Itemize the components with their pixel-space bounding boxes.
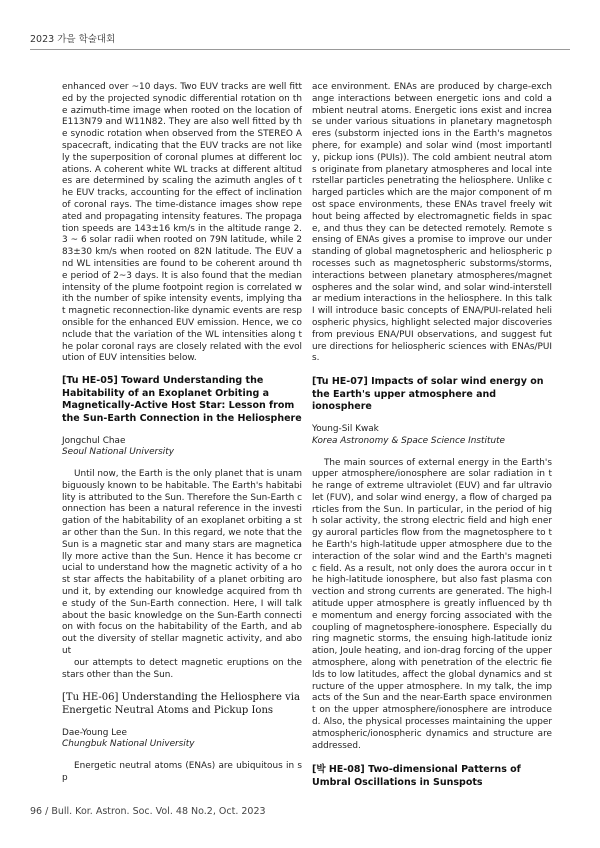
running-header: 2023 가을 학술대회 (30, 34, 116, 45)
abstract-body-cont: our attempts to detect magnetic eruptions on the stars other than the Sun. (62, 657, 302, 680)
header-divider (30, 49, 570, 50)
page-footer: 96 / Bull. Kor. Astron. Soc. Vol. 48 No.2, Oct. 2023 (30, 806, 266, 817)
continuation-text: enhanced over ~10 days. Two EUV tracks are well fitted by the projected synodic differential rotation on the azimuth-time image when rooted on the location of E113N79 and W11N82. They are also well fitted by the synodic rotation when observed from the STEREO A spacecraft, indicating that the EUV tracks are not likely the superposition of coronal plumes at different locations. A coherent white WL tracks at different altitudes are determined by scaling the azimuth angles of the EUV tracks, accounting for the effect of inclination of coronal rays. The time-distance images show repeated and propagating intensity features. The propagation speeds are 143±16 km/s in the altitude range 2.3 ~ 6 solar radii when rooted on 79N latitude, while 283±30 km/s when rooted on 82N latitude. The EUV and WL intensities are found to be coherent around the period of 2~3 days. It is also found that the median intensity of the plume footpoint region is correlated with the number of spike intensity events, implying that magnetic reconnection-like dynamic events are responsible for the enhanced EUV emission. Hence, we conclude that the variation of the WL intensities along the polar coronal rays are closely related with the evolution of EUV intensities below. (62, 82, 302, 364)
author-affiliation: Korea Astronomy & Space Science Institute (312, 435, 506, 446)
abstract-body: The main sources of external energy in the Earth's upper atmosphere/ionosphere are solar radiation in the range of extreme ultraviolet (EUV) and far ultraviolet (FUV), and solar wind energy, a flow of charged particles from the Sun. In particular, in the period of high solar activity, the strong electric field and high energy auroral particles flow from the magnetosphere to the Earth's high-latitude upper atmosphere due to the interaction of the solar wind and the Earth's magnetic field. As a result, not only does the aurora occur in the high-latitude ionosphere, but also fast plasma convection and strong currents are generated. The high-latitude upper atmosphere is greatly influenced by the momentum and energy forcing associated with the coupling of magnetosphere-ionosphere. Especially during magnetic storms, the ensuing high-latitude ionization, Joule heating, and ion-drag forcing of the upper atmosphere, along with penetration of the electric fields to low latitudes, affect the global dynamics and structure of the upper atmosphere. In my talk, the impacts of the Sun and the near-Earth space environment on the upper atmosphere/ionosphere are introduced. Also, the physical processes maintaining the upper atmospheric/ionospheric dynamics and structure are addressed. (312, 457, 552, 751)
right-column (312, 82, 552, 790)
continuation-text: ace environment. ENAs are produced by charge-exchange interactions between energetic ions and cold ambient neutral atoms. Energetic ions exist and increase under various situations in planetary magnetospheres (substorm injected ions in the Earth's magnetosphere, for example) and solar wind (most importantly, pickup ions (PUIs)). The cold ambient neutral atoms originate from planetary atmospheres and local interstellar particles penetrating the heliosphere. Unlike charged particles which are the major component of most space environments, these ENAs travel freely without being affected by electromagnetic fields in space, and thus they can be detected remotely. Remote sensing of ENAs gives a promise to improve our understanding of global magnetospheric and heliospheric processes such as magnetospheric substorms/storms, interactions between planetary atmospheres/magnetospheres and the solar wind, and solar wind-interstellar medium interactions in the heliosphere. In this talk I will introduce basic concepts of ENA/PUI-related heliospheric physics, highlight selected major discoveries from previous ENA/PUI observations, and suggest future directions for heliospheric sciences with ENAs/PUIs. (312, 82, 552, 364)
abstract-title-he05: [Tu HE-05] Toward Understanding the Habitability of an Exoplanet Orbiting a Magnetically-Active Host Star: Lesson from the Sun-Earth Connection in the Heliosphere (62, 375, 302, 424)
author-affiliation: Chungbuk National University (62, 739, 195, 750)
abstract-body: Until now, the Earth is the only planet that is unambiguously known to be habitable. The Earth's habitability is attributed to the Sun. Therefore the Sun-Earth connection has been a natural reference in the investigation of the habitability of an exoplanet orbiting a star other than the Sun. In this regard, we note that the Sun is a magnetic star and many stars are magnetically more active than the Sun. Hence it has become crucial to understand how the magnetic activity of a host star affects the habitability of a planet orbiting around it, by extending our knowledge acquired from the study of the Sun-Earth connection. Here, I will talk about the basic knowledge on the Sun-Earth connection with focus on the habitability of the Earth, and about the diversity of stellar magnetic activity, and about (62, 469, 302, 657)
abstract-title-he08: [박 HE-08] Two-dimensional Patterns of Umbral Oscillations in Sunspots (312, 764, 521, 789)
author-name: Dae-Young Lee (62, 727, 127, 738)
author-name: Jongchul Chae (62, 435, 126, 446)
abstract-body: Energetic neutral atoms (ENAs) are ubiquitous in sp (62, 761, 302, 784)
author-name: Young-Sil Kwak (312, 423, 379, 434)
author-affiliation: Seoul National University (62, 447, 175, 458)
abstract-title-he07: [Tu HE-07] Impacts of solar wind energy on the Earth's upper atmosphere and ionosphere (312, 376, 544, 413)
left-column (62, 82, 302, 785)
abstract-title-he06: [Tu HE-06] Understanding the Heliosphere via Energetic Neutral Atoms and Pickup Ions (62, 692, 300, 717)
